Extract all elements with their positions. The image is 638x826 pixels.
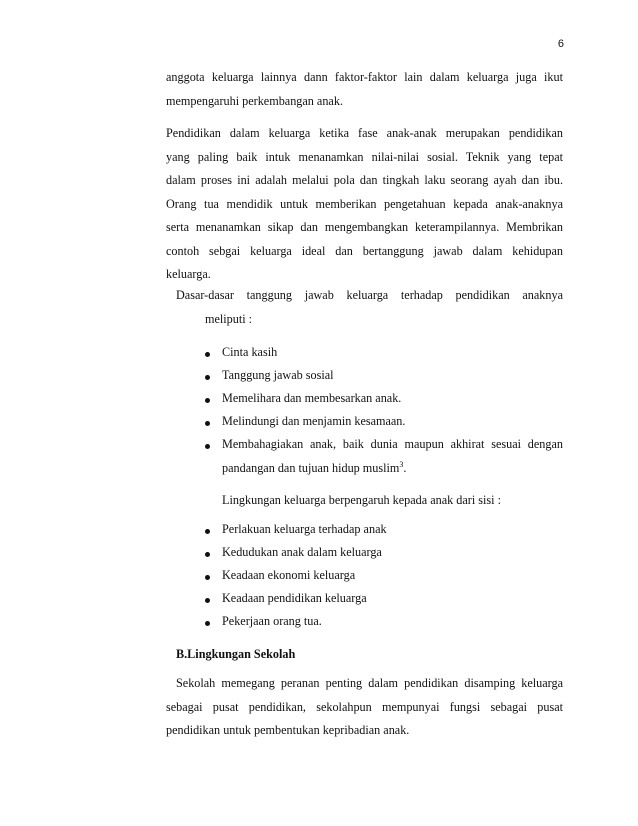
bullet-icon xyxy=(205,529,210,534)
paragraph-line: keluarga. xyxy=(166,267,211,281)
bullet-icon xyxy=(205,352,210,357)
list-item: Tanggung jawab sosial xyxy=(222,368,334,382)
bullet-icon xyxy=(205,421,210,426)
list-item: Keadaan pendidikan keluarga xyxy=(222,591,367,605)
footnote-marker: 3 xyxy=(399,460,404,469)
list-item: Membahagiakan anak, baik dunia maupun akhirat sesuai dengan xyxy=(222,437,563,451)
paragraph-2 xyxy=(166,122,563,287)
bullet-icon xyxy=(205,552,210,557)
list-item: Cinta kasih xyxy=(222,345,278,359)
paragraph-line: meliputi : xyxy=(205,311,253,326)
bullet-icon xyxy=(205,375,210,380)
bullet-icon xyxy=(205,621,210,626)
section-heading: B.Lingkungan Sekolah xyxy=(176,647,296,661)
paragraph-4: Lingkungan keluarga berpengaruh kepada anak dari sisi : xyxy=(222,493,501,507)
list-item: Memelihara dan membesarkan anak. xyxy=(222,391,402,405)
paragraph-line: anggota keluarga lainnya dann faktor-faktor lain dalam keluarga juga ikut xyxy=(166,70,563,84)
list-item-continuation xyxy=(222,460,406,476)
paragraph-5 xyxy=(166,672,563,743)
bullet-icon xyxy=(205,398,210,403)
paragraph-line: Sekolah memegang peranan penting dalam pendidikan disamping keluarga xyxy=(176,676,563,690)
paragraph-line: Pendidikan dalam keluarga ketika fase anak-anak merupakan pendidikan xyxy=(166,126,563,140)
paragraph-1 xyxy=(166,66,563,113)
list-item: Pekerjaan orang tua. xyxy=(222,614,322,628)
paragraph-line: Dasar-dasar tanggung jawab keluarga terhadap pendidikan anaknya xyxy=(176,288,563,302)
paragraph-line: mempengaruhi perkembangan anak. xyxy=(166,93,343,108)
bullet-icon xyxy=(205,598,210,603)
paragraph-line: dalam proses ini adalah melalui pola dan tingkah laku seorang ayah dan ibu. xyxy=(166,173,563,187)
list-item: Melindungi dan menjamin kesamaan. xyxy=(222,414,406,428)
list-item: Perlakuan keluarga terhadap anak xyxy=(222,522,387,536)
paragraph-line: yang paling baik intuk menanamkan nilai-nilai sosial. Teknik yang tepat xyxy=(166,149,563,164)
paragraph-line: sebagai pusat pendidikan, sekolahpun mempunyai fungsi sebagai pusat xyxy=(166,699,563,714)
paragraph-3 xyxy=(176,284,563,331)
list-item-end: . xyxy=(403,461,407,476)
list-item-continuation-text: pandangan dan tujuan hidup muslim xyxy=(222,461,400,476)
paragraph-line: Orang tua mendidik untuk memberikan pengetahuan kepada anak-anaknya xyxy=(166,196,563,211)
paragraph-line: serta menanamkan sikap dan mengembangkan keterampilannya. Membrikan xyxy=(166,220,563,234)
bullet-icon xyxy=(205,444,210,449)
bullet-icon xyxy=(205,575,210,580)
paragraph-line: pendidikan untuk pembentukan kepribadian anak. xyxy=(166,723,410,737)
page-number: 6 xyxy=(557,38,564,50)
paragraph-line: contoh sebgai keluarga ideal dan bertanggung jawab dalam kehidupan xyxy=(166,243,563,258)
list-item: Kedudukan anak dalam keluarga xyxy=(222,545,382,559)
list-item: Keadaan ekonomi keluarga xyxy=(222,568,356,582)
